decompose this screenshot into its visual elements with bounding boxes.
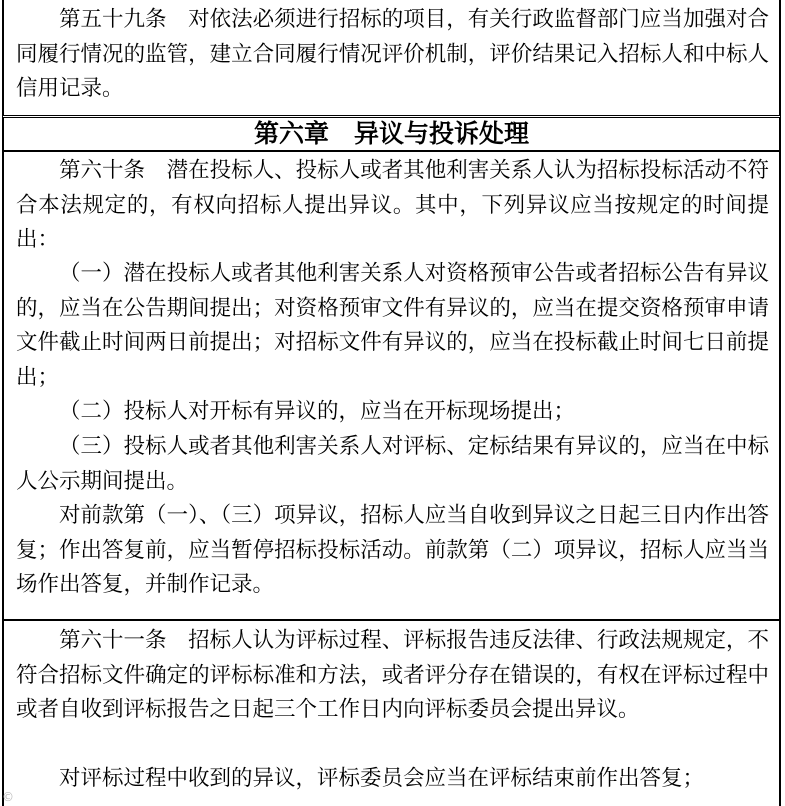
article-61-reply: 对评标过程中收到的异议，评标委员会应当在评标结束前作出答复； <box>59 766 705 791</box>
article-61-intro: 第六十一条 招标人认为评标过程、评标报告违反法律、行政法规规定，不符合招标文件确定的评标标准和方法，或者评分存在错误的，有权在评标过程中或者自收到评标报告之日起三个工作日内向评标委员会提出异议。 <box>16 628 769 722</box>
watermark: © <box>2 790 15 804</box>
article-60-cell <box>2 150 781 620</box>
article-60-intro: 第六十条 潜在投标人、投标人或者其他利害关系人认为招标投标活动不符合本法规定的，有权向招标人提出异议。其中，下列异议应当按规定的时间提出： <box>16 158 769 252</box>
chapter-title: 第六章 异议与投诉处理 <box>253 119 529 148</box>
article-59-text: 第五十九条 对依法必须进行招标的项目，有关行政监督部门应当加强对合同履行情况的监管，建立合同履行情况评价机制，评价结果记入招标人和中标人信用记录。 <box>16 7 769 101</box>
article-59-cell <box>2 0 781 115</box>
article-61-cell <box>2 619 781 806</box>
article-60-reply: 对前款第（一）、（三）项异议，招标人应当自收到异议之日起三日内作出答复；作出答复前，应当暂停招标投标活动。前款第（二）项异议，招标人应当当场作出答复，并制作记录。 <box>16 503 769 597</box>
article-60-item-1: （一）潜在投标人或者其他利害关系人对资格预审公告或者招标公告有异议的，应当在公告期间提出；对资格预审文件有异议的，应当在提交资格预审申请文件截止时间两日前提出；对招标文件有异议的，应当在投标截止时间七日前提出； <box>16 261 769 390</box>
article-60-item-3: （三）投标人或者其他利害关系人对评标、定标结果有异议的，应当在中标人公示期间提出。 <box>16 434 769 494</box>
article-60-item-2: （二）投标人对开标有异议的，应当在开标现场提出； <box>59 399 576 424</box>
chapter-heading-cell <box>2 115 781 151</box>
